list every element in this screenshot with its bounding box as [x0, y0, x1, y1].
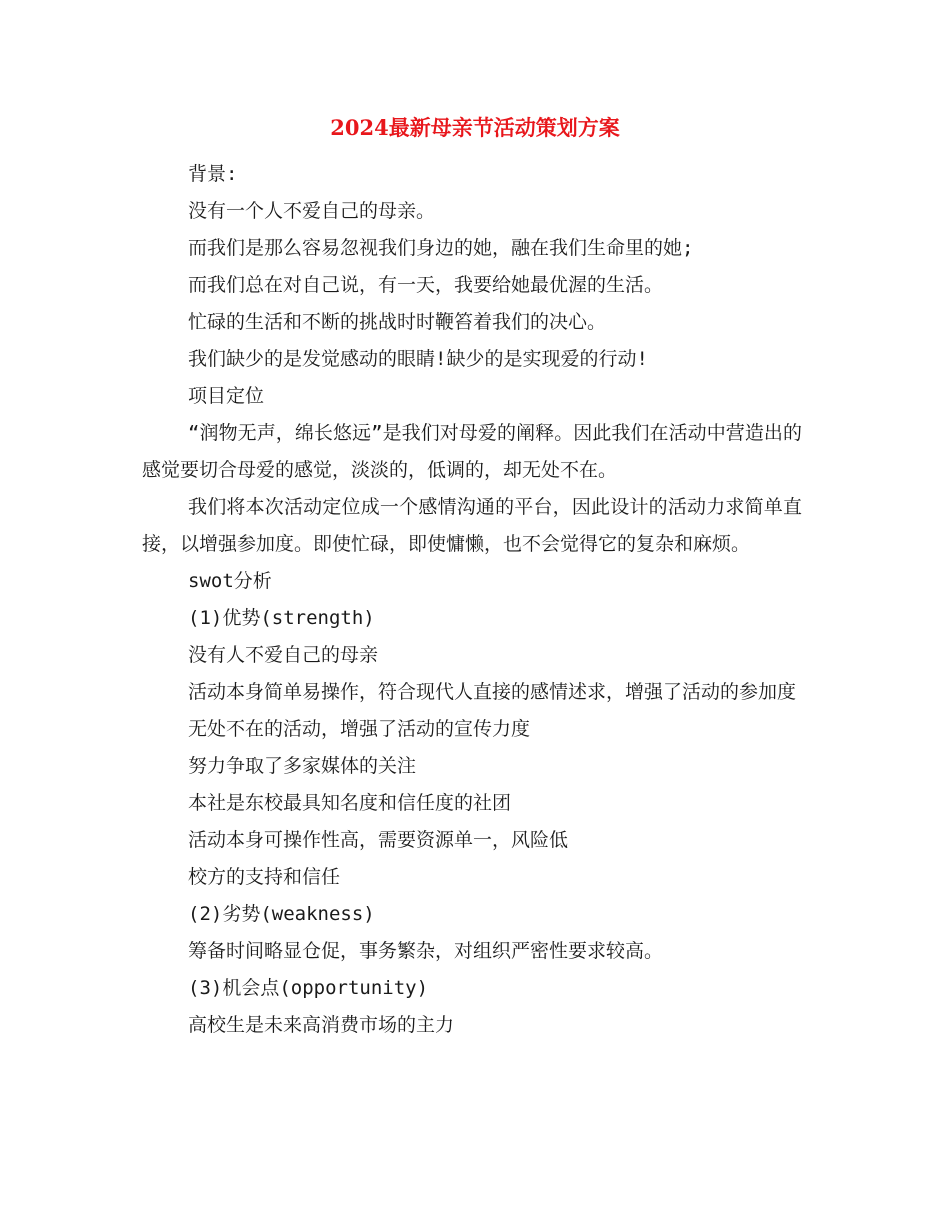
paragraph: 忙碌的生活和不断的挑战时时鞭笞着我们的决心。: [188, 311, 607, 333]
paragraph: “润物无声，绵长悠远”是我们对母爱的阐释。因此我们在活动中营造出的感觉要切合母爱的感觉，淡淡的，低调的，却无处不在。: [142, 422, 802, 481]
paragraph: 我们缺少的是发觉感动的眼睛!缺少的是实现爱的行动!: [188, 348, 648, 370]
paragraph: 本社是东校最具知名度和信任度的社团: [188, 792, 512, 814]
paragraph: 校方的支持和信任: [188, 866, 341, 888]
paragraph: 无处不在的活动，增强了活动的宣传力度: [188, 718, 531, 740]
paragraph: 高校生是未来高消费市场的主力: [188, 1014, 455, 1036]
paragraph-strength-heading: (1)优势(strength): [188, 607, 375, 629]
paragraph: 没有一个人不爱自己的母亲。: [188, 200, 436, 222]
paragraph-positioning-heading: 项目定位: [188, 385, 265, 407]
paragraph: 努力争取了多家媒体的关注: [188, 755, 417, 777]
document-title: 2024最新母亲节活动策划方案: [330, 115, 620, 140]
paragraph: 而我们是那么容易忽视我们身边的她，融在我们生命里的她;: [188, 237, 694, 259]
paragraph-background-heading: 背景:: [188, 163, 238, 185]
paragraph: 筹备时间略显仓促，事务繁杂，对组织严密性要求较高。: [188, 940, 664, 962]
paragraph-opportunity-heading: (3)机会点(opportunity): [188, 977, 429, 999]
paragraph: 活动本身简单易操作，符合现代人直接的感情述求，增强了活动的参加度: [188, 681, 797, 703]
paragraph: 活动本身可操作性高，需要资源单一，风险低: [188, 829, 569, 851]
paragraph: 我们将本次活动定位成一个感情沟通的平台，因此设计的活动力求简单直接，以增强参加度。即使忙碌，即使慵懒，也不会觉得它的复杂和麻烦。: [142, 496, 802, 555]
paragraph: 没有人不爱自己的母亲: [188, 644, 379, 666]
document-body: [142, 156, 802, 1044]
paragraph-weakness-heading: (2)劣势(weakness): [188, 903, 375, 925]
paragraph: 而我们总在对自己说，有一天，我要给她最优渥的生活。: [188, 274, 664, 296]
paragraph-swot-heading: swot分析: [188, 570, 272, 592]
